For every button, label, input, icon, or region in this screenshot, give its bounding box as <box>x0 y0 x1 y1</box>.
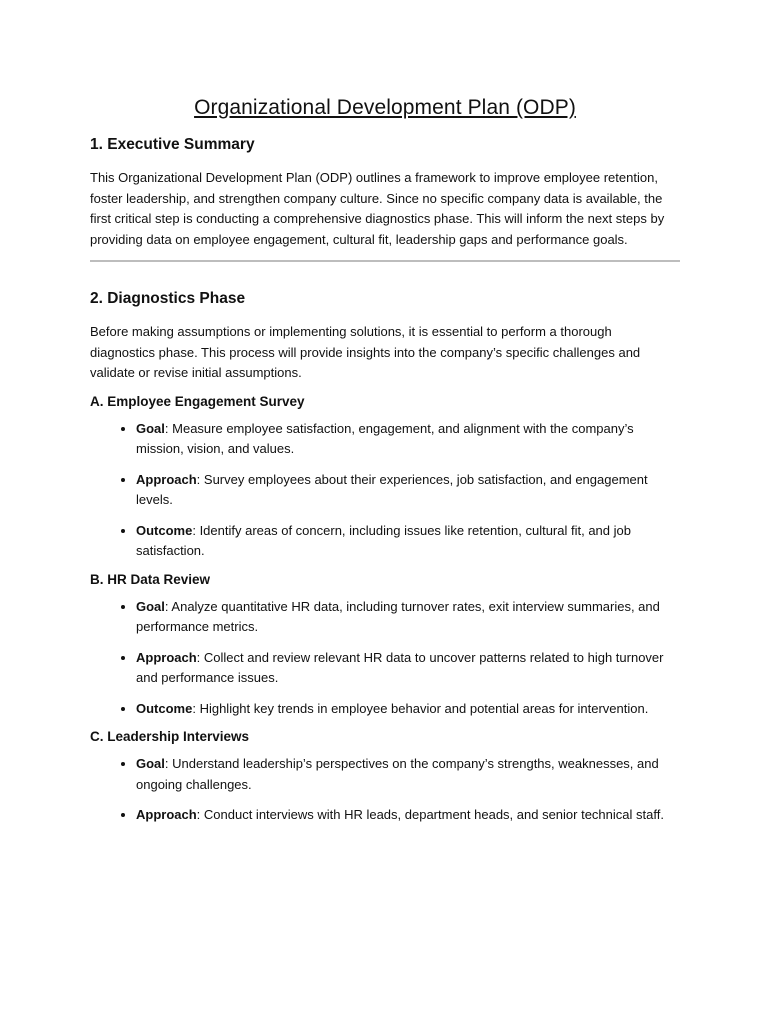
list-item-label: Goal <box>136 420 165 436</box>
list-item-label: Outcome <box>136 522 193 538</box>
list-item-label: Goal <box>136 756 165 771</box>
list-item <box>136 648 680 689</box>
list-item <box>136 419 680 460</box>
engagement-survey-list <box>90 419 680 562</box>
list-item <box>136 699 680 720</box>
list-item-label: Approach <box>136 649 197 665</box>
list-item-text: : Understand leadership’s perspectives on the company’s strengths, weaknesses, and ongoing challenges. <box>136 756 659 792</box>
list-item-text: : Analyze quantitative HR data, including turnover rates, exit interview summaries, and performance metrics. <box>136 598 660 634</box>
diagnostics-heading: 2. Diagnostics Phase <box>90 290 246 307</box>
hr-data-review-list <box>90 597 680 720</box>
document-title: Organizational Development Plan (ODP) <box>194 96 576 119</box>
list-item-text: : Measure employee satisfaction, engagement, and alignment with the company’s mission, vision, and values. <box>136 420 634 456</box>
list-item-text: : Survey employees about their experiences, job satisfaction, and engagement levels. <box>136 471 648 507</box>
list-item-label: Goal <box>136 598 165 614</box>
list-item <box>136 805 680 826</box>
list-item <box>136 521 680 562</box>
list-item-label: Approach <box>136 807 197 822</box>
list-item-text: : Conduct interviews with HR leads, department heads, and senior technical staff. <box>196 807 664 822</box>
executive-summary-text: This Organizational Development Plan (ODP) outlines a framework to improve employee retention, foster leadership, and strengthen company culture. Since no specific company data is available, the first critical step is conducting a comprehensive diagnostics phase. This will inform the next steps by providing data on employee engagement, cultural fit, leadership gaps and performance goals. <box>90 170 665 247</box>
list-item <box>136 470 680 511</box>
leadership-interviews-list <box>90 754 680 826</box>
list-item <box>136 597 680 638</box>
subsection-heading-hr-data-review: B. HR Data Review <box>90 571 211 587</box>
list-item-text: : Identify areas of concern, including issues like retention, cultural fit, and job satisfaction. <box>136 522 631 558</box>
document-body <box>90 96 680 836</box>
list-item-label: Approach <box>136 471 197 487</box>
executive-summary-heading: 1. Executive Summary <box>90 136 255 153</box>
list-item <box>136 754 680 795</box>
list-item-label: Outcome <box>136 700 193 716</box>
subsection-heading-leadership-interviews: C. Leadership Interviews <box>90 729 250 744</box>
section-divider <box>90 260 680 262</box>
list-item-text: : Highlight key trends in employee behavior and potential areas for intervention. <box>192 700 649 716</box>
list-item-text: : Collect and review relevant HR data to uncover patterns related to high turnover and performance issues. <box>136 649 664 685</box>
subsection-heading-engagement-survey: A. Employee Engagement Survey <box>90 393 305 409</box>
diagnostics-intro: Before making assumptions or implementing solutions, it is essential to perform a thorough diagnostics phase. This process will provide insights into the company’s specific challenges and validate or revise initial assumptions. <box>90 324 641 380</box>
